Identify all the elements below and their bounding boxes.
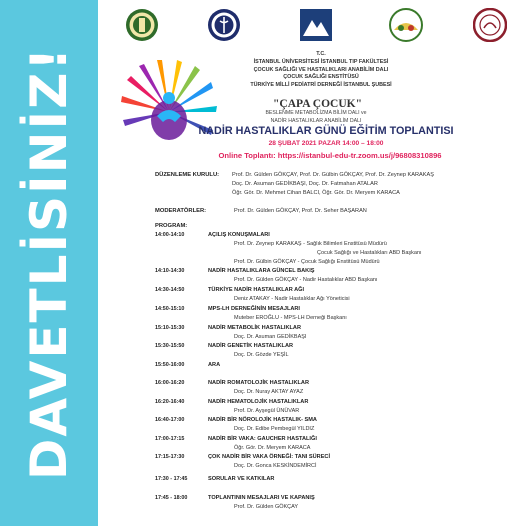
organization-lines <box>226 51 416 90</box>
subtitle <box>226 110 406 125</box>
program-title: TOPLANTININ MESAJLARI VE KAPANIŞ <box>208 495 315 501</box>
program-title: AÇILIŞ KONUŞMALARI <box>208 232 270 238</box>
program-time: 15:30-15:50 <box>155 343 185 349</box>
online-meeting-link[interactable]: Online Toplantı: https://istanbul-edu-tr.zoom.us/j/96808310896 <box>218 151 442 160</box>
program-time: 16:20-16:40 <box>155 399 185 405</box>
organizers-label: DÜZENLEME KURULU: <box>155 172 220 178</box>
program-title: MPS-LH DERNEĞİNİN MESAJLARI <box>208 306 300 312</box>
program-speaker: Prof. Dr. Gülbin GÖKÇAY - Çocuk Sağlığı Enstitüsü Müdürü <box>234 259 380 265</box>
organizers-line: Doç. Dr. Asuman GEDİKBAŞI, Doç. Dr. Fatmahan ATALAR <box>232 181 378 187</box>
program-time: 17:30 - 17:45 <box>155 476 188 482</box>
moderators-value: Prof. Dr. Gülden GÖKÇAY, Prof. Dr. Seher BAŞARAN <box>234 208 367 214</box>
pediatric-association-logo <box>473 8 507 42</box>
program-title: TÜRKİYE NADİR HASTALIKLAR AĞI <box>208 287 305 293</box>
program-title: NADİR HEMATOLOJİK HASTALIKLAR <box>208 399 309 405</box>
istanbul-university-logo <box>125 8 159 42</box>
org-line: İSTANBUL ÜNİVERSİTESİ İSTANBUL TIP FAKÜLTESİ <box>253 58 389 65</box>
program-time: 14:10-14:30 <box>155 268 185 274</box>
program-time: 17:15-17:30 <box>155 454 185 460</box>
program-speaker: Öğr. Gör. Dr. Meryem KARACA <box>234 445 311 451</box>
org-line: ÇOCUK SAĞLIĞI ENSTİTÜSÜ <box>283 74 359 81</box>
program-time: 15:10-15:30 <box>155 325 185 331</box>
program-title: ÇOK NADİR BİR VAKA ÖRNEĞİ: TANI SÜRECİ <box>208 454 331 460</box>
subtitle-line: NADİR HASTALIKLAR ANABİLİM DALI <box>270 117 362 124</box>
program-title: ARA <box>208 362 221 368</box>
program-time: 17:45 - 18:00 <box>155 495 188 501</box>
program-speaker: Prof. Dr. Gülden GÖKÇAY <box>234 504 299 510</box>
org-line: TÜRKİYE MİLLİ PEDİATRİ DERNEĞİ İSTANBUL ŞUBESİ <box>250 82 392 89</box>
program-time: 14:30-14:50 <box>155 287 185 293</box>
program-title: NADİR HASTALIKLARA GÜNCEL BAKIŞ <box>208 268 315 274</box>
invitation-text: DAVETLİSİNİZ! <box>20 45 78 481</box>
event-date: 28 ŞUBAT 2021 PAZAR 14:00 – 18:00 <box>268 140 384 147</box>
event-title: NADİR HASTALIKLAR GÜNÜ EĞİTİM TOPLANTISI <box>198 125 454 137</box>
program-speaker: Doç. Dr. Edibe Pembegül YILDIZ <box>234 426 315 432</box>
program-time: 16:40-17:00 <box>155 417 185 423</box>
child-health-institute-logo <box>389 8 423 42</box>
program-speaker: Deniz ATAKAY - Nadir Hastalıklar Ağı Yöneticisi <box>234 296 350 302</box>
program-speaker: Prof. Dr. Zeynep KARAKAŞ - Sağlık Bilimleri Enstitüsü Müdürü <box>234 241 387 247</box>
program-speaker: Doç. Dr. Gonca KESKİNDEMİRCİ <box>234 463 317 469</box>
logos-row <box>125 8 510 46</box>
program-speaker: Prof. Dr. Ayşegül ÜNÜVAR <box>234 408 300 414</box>
program-time: 14:00-14:10 <box>155 232 185 238</box>
program-speaker: Prof. Dr. Gülden GÖKÇAY - Nadir Hastalıklar ABD Başkanı <box>234 277 378 283</box>
capa-cocuk-title: "ÇAPA ÇOCUK" <box>273 98 362 110</box>
invitation-sidebar <box>0 0 98 526</box>
subtitle-line: BESLENME METABOLİZMA BİLİM DALI ve <box>265 110 367 116</box>
org-line: T.C. <box>316 51 326 57</box>
program-time: 15:50-16:00 <box>155 362 185 368</box>
program-time: 17:00-17:15 <box>155 436 185 442</box>
organizers-line: Prof. Dr. Gülden GÖKÇAY, Prof. Dr. Gülbin GÖKÇAY, Prof. Dr. Zeynep KARAKAŞ <box>232 172 434 178</box>
program-speaker: Doç. Dr. Nuray AKTAY AYAZ <box>234 389 304 395</box>
program-time: 16:00-16:20 <box>155 380 185 386</box>
org-line: ÇOCUK SAĞLIĞI VE HASTALIKLARI ANABİLİM DALI <box>253 66 389 73</box>
program-speaker: Doç. Dr. Gözde YEŞİL <box>234 352 289 358</box>
moderators-label: MODERATÖRLER: <box>155 208 207 214</box>
program-title: NADİR BİR NÖROLOJİK HASTALIK- SMA <box>208 417 317 423</box>
program-title: SORULAR VE KATKILAR <box>208 476 275 482</box>
program-label: PROGRAM: <box>155 223 188 229</box>
program-speaker: Doç. Dr. Asuman GEDİKBAŞI <box>234 334 307 340</box>
medical-faculty-logo <box>207 8 241 42</box>
organizers-line: Öğr. Gör. Dr. Mehmet Cihan BALCI, Öğr. Gör. Dr. Meryem KARACA <box>232 190 400 196</box>
program-title: NADİR GENETİK HASTALIKLAR <box>208 343 294 349</box>
program-speaker: Çocuk Sağlığı ve Hastalıkları ABD Başkanı <box>317 250 422 256</box>
program-time: 14:50-15:10 <box>155 306 185 312</box>
program-title: NADİR BİR VAKA: GAUCHER HASTALIĞI <box>208 436 317 442</box>
mountain-logo <box>299 8 333 42</box>
program-title: NADİR ROMATOLOJİK HASTALIKLAR <box>208 380 309 386</box>
program-title: NADİR METABOLİK HASTALIKLAR <box>208 325 302 331</box>
program-speaker: Muteber EROĞLU - MPS-LH Derneği Başkanı <box>234 315 347 321</box>
